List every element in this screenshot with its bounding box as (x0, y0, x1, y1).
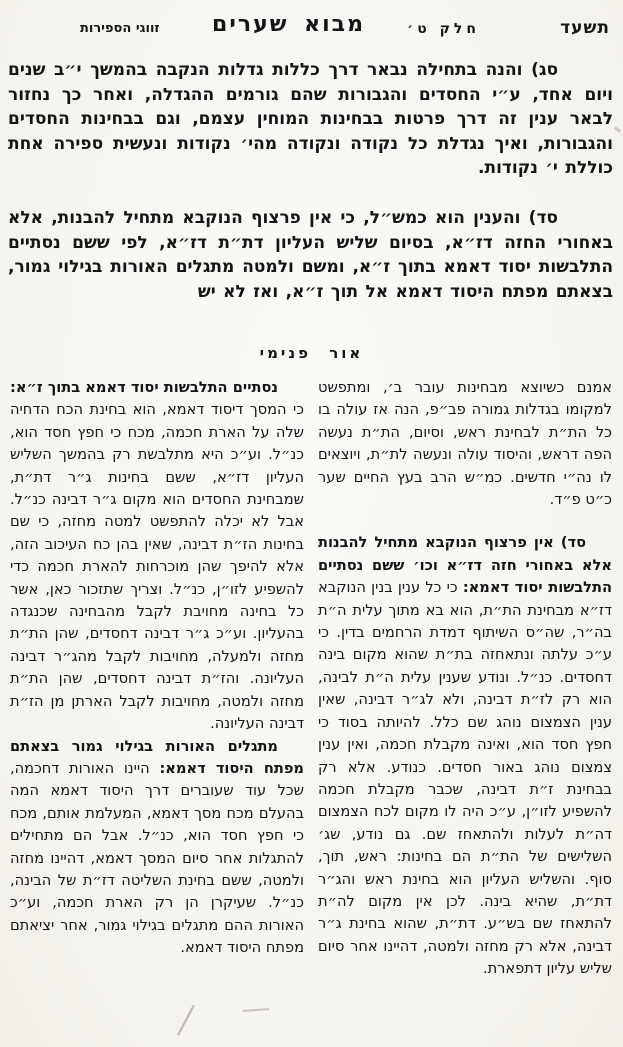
commentary-lead: סד) אין פרצוף הנוקבא מתחיל להבנות אלא באחורי חזה דז״א וכו׳ ששם נסתיים התלבשות יסוד דאמא: (318, 534, 613, 597)
commentary-heading: אור פנימי (259, 344, 364, 362)
commentary-body: כי המסך דיסוד דאמא, הוא בחינת הכח הדחיה שלה על הארת חכמה, מכח כי חפץ חסד הוא, כנ״ל. וע״כ היא מתלבשת רק בהמשך השליש העליון דז״א, ששם בחינות ג״ר דת״ת, שמבחינת החסדים הוא מקום ג״ר דבינה כנ״ל. אבל לא יכלה להתפשט למטה מחזה, כי שם בחינות הז״ת דבינה, שאין בהן כח העיכוב הזה, אלא להיפך שהן מוכרחות להארת חכמה כדי להשפיע לזו״ן, כנ״ל. וצריך שתזכור כאן, אשר כל בחינה מחויבת לקבל מהבחינה שכנגדה בהעליון. וע״כ ג״ר דבינה דחסדים, שהן הת״ת מחזה ולמעלה, מחויבות לקבל מהג״ר דבינה העליונה. והז״ת דבינה דחסדים, שהן הת״ת מחזה ולמטה, מחויבות לקבל הארתן מן הז״ת דבינה העליונה. (10, 401, 304, 733)
paragraph-marker: סג) (531, 60, 558, 80)
commentary-paragraph (10, 377, 304, 736)
paragraph-marker: סד) (528, 207, 558, 228)
commentary-right-column (318, 377, 612, 981)
header-part-number: חלק ט׳ (407, 21, 480, 37)
scan-artifact-dash (243, 1008, 269, 1012)
commentary-left-column (10, 377, 304, 981)
main-text-block (8, 58, 613, 329)
paragraph-body: והענין הוא כמש״ל, כי אין פרצוף הנוקבא מתחיל להבנות, אלא באחורי החזה דז״א, בסיום שליש העליון דת״ת דז״א, לפי ששם נסתיים התלבשות יסוד דאמא בתוך ז״א, ומשם ולמטה מתגלים האורות בגילוי גמור, בצאתם מפתח היסוד דאמא אל תוך ז״א, ואז לא יש (8, 207, 613, 302)
book-title: מבוא שערים (212, 12, 365, 37)
main-paragraph-64 (8, 206, 613, 304)
commentary-paragraph (10, 736, 304, 960)
commentary-body: היינו האורות דחכמה, שכל עוד שעוברים דרך היסוד דאמא המה בהעלם מכח מסך דאמא, המעלמת אותם, מכח כי חפץ חסד הוא, כנ״ל. אבל הם מתחילים להתגלות אחר סיום המסך דאמא, דהיינו מחזה ולמטה, ששם בחינת השליטה דז״ת של הבינה, כנ״ל. שעיקרן הן רק הארת חכמה, וע״כ האורות ההם מתגלים בגילוי גמור, אחר יציאתם מפתח היסוד דאמא. (10, 759, 304, 957)
commentary-body: כי כל ענין בנין הנוקבא דז״א מבחינת הת״ת, הוא בא מתוך עלית ה״ת בה״ר, שה״ס השיתוף דמדת הרחמים בדין. כי ע״כ עלתה ונתאחזה בת״ת שהוא מקום בינה דחסדים. כנ״ל. ונודע שענין עלית ה״ת לבינה, הוא רק לז״ת דבינה, ולא לג״ר דבינה, שאין ענין הצמצום נוהג שם כלל. להיותה בסוד כי חפץ חסד הוא, ואינה מקבלת חכמה, ואין ענין צמצום נוהג באור חסדים. כנודע. אלא רק בבחינת ז״ת דבינה, שכבר מקבלת חכמה להשפיע לזו״ן, ע״כ היה לו מקום לכח הצמצום דה״ת לעלות ולהתאחז שם. גם נודע, שג׳ השלישים של הת״ת הם בחינות: ראש, תוך, סוף. והשליש העליון הוא בחינת ראש והג״ר דת״ת, שהיא בינה. לכן אין מקום לה״ת להתאחז שם בש״ע. דת״ת, שהוא בחינת ג״ר דבינה, אלא רק מחזה ולמטה, דהיינו אחר סיום שליש עליון דתפארת. (318, 579, 612, 978)
commentary-paragraph (318, 377, 612, 511)
scan-artifact-speck (614, 126, 621, 132)
main-paragraph-63 (8, 58, 613, 181)
header-section-name: זווגי הספירות (80, 21, 160, 36)
page-header (0, 0, 623, 48)
commentary-body: אמנם כשיוצא מבחינות עובר ב׳, ומתפשט למקומו בגדלות גמורה פב״פ, הנה אז עולה בו כל הת״ת לבחינת ראש, וסיום, הת״ת נעשה הפה דראש, והיסוד עולה ונעשה לת״ת, ויוצאים לו נה״י חדשים. כמ״ש הרב בעץ החיים שער כ״ט פ״ד. (318, 379, 612, 509)
scan-artifact-slash (177, 1005, 194, 1036)
header-year: תשעד (560, 18, 610, 38)
commentary-lead: מתגלים האורות בגילוי גמור בצאתם מפתח היסוד דאמא: (10, 737, 304, 777)
commentary-lead: נסתיים התלבשות יסוד דאמא בתוך ז״א: (10, 379, 278, 396)
commentary-columns (10, 377, 612, 981)
paragraph-body: והנה בתחילה נבאר דרך כללות גדלות הנקבה בהמשך י״ב שנים ויום אחד, ע״י החסדים והגבורות שהם גורמים ההגדלה, ואחר כך נחזור לבאר ענין זה דרך פרטות בבחינות המוחין עצמם, וגם בבחינות החסדים והגבורות, ואיך נגדלת כל נקודה ונקודה מהי׳ נקודות ונעשית ספירה אחת כוללת י׳ נקודות. (8, 60, 613, 179)
commentary-paragraph (318, 532, 612, 980)
